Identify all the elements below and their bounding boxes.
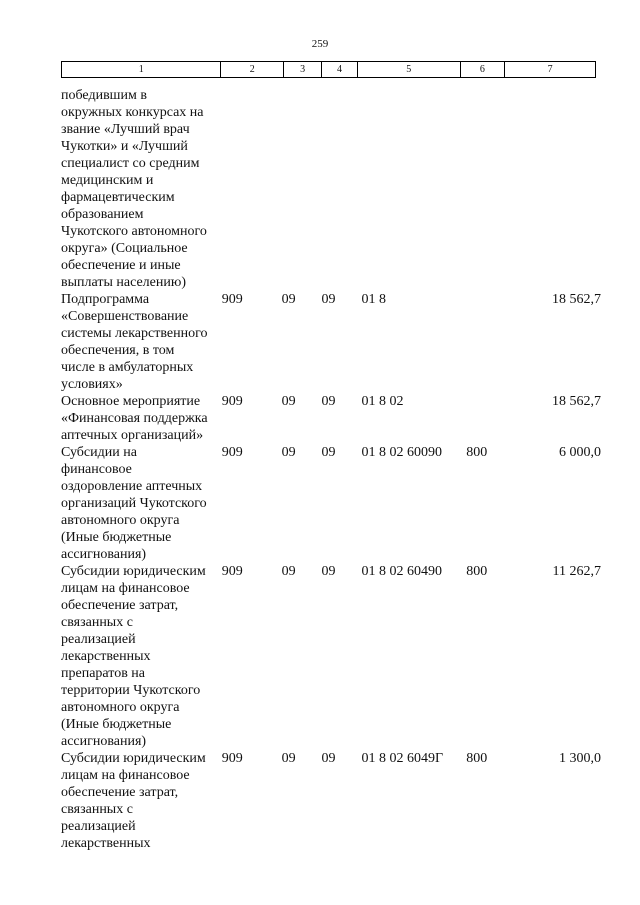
- row-name: Субсидии на финансовое оздоровление аптечных организаций Чукотского автономного округа (Иные бюджетные ассигнования): [61, 445, 207, 562]
- row-amount: [511, 87, 601, 291]
- row-ministry-code: 909: [221, 394, 243, 409]
- row-target-code: 01 8 02 60490: [361, 564, 442, 579]
- row-amount: 18 562,7: [552, 394, 601, 409]
- row-target-code: 01 8 02 60090: [361, 445, 442, 460]
- row-name: Субсидии юридическим лицам на финансовое обеспечение затрат, связанных с реализацией лекарственных препаратов на территории Чукотского автономного округа (Иные бюджетные ассигнования): [61, 564, 206, 749]
- header-col-6: 6: [461, 62, 506, 77]
- row-amount: 18 562,7: [552, 292, 601, 307]
- row-name: Основное мероприятие «Финансовая поддержка аптечных организаций»: [61, 394, 208, 443]
- table-body: [61, 87, 601, 852]
- row-subsection-code: 09: [321, 751, 336, 766]
- row-ministry-code: 909: [221, 564, 243, 579]
- row-expense-type: [466, 87, 511, 291]
- row-target-code: 01 8 02 6049Г: [361, 751, 444, 766]
- table-row: [61, 87, 601, 291]
- table-row: [61, 563, 601, 750]
- row-name: Подпрограмма «Совершенствование системы лекарственного обеспечения, в том числе в амбулаторных условиях»: [61, 292, 208, 392]
- table-row: [61, 291, 601, 393]
- header-col-4: 4: [322, 62, 358, 77]
- header-col-5: 5: [358, 62, 461, 77]
- row-amount: 6 000,0: [559, 445, 601, 460]
- header-col-3: 3: [284, 62, 322, 77]
- header-col-7: 7: [547, 64, 553, 75]
- row-subsection-code: 09: [321, 394, 336, 409]
- row-ministry-code: 909: [221, 292, 243, 307]
- header-col-2: 2: [221, 62, 284, 77]
- row-ministry-code: [221, 87, 282, 291]
- row-target-code: [361, 87, 466, 291]
- row-name: победившим в окружных конкурсах на звание «Лучший врач Чукотки» и «Лучший специалист со средним медицинским и фармацевтическим образованием Чукотского автономного округа» (Социальное обеспечение и иные выплаты населению): [61, 88, 207, 290]
- row-section-code: 09: [281, 394, 296, 409]
- row-expense-type: [466, 291, 511, 393]
- table-row: [61, 393, 601, 444]
- table-row: [61, 444, 601, 563]
- row-expense-type: 800: [466, 751, 488, 766]
- row-name: Субсидии юридическим лицам на финансовое обеспечение затрат, связанных с реализацией лекарственных: [61, 751, 206, 851]
- row-section-code: 09: [281, 445, 296, 460]
- row-expense-type: 800: [466, 564, 488, 579]
- row-subsection-code: 09: [321, 564, 336, 579]
- row-amount: 11 262,7: [552, 564, 601, 579]
- row-subsection-code: 09: [321, 445, 336, 460]
- row-amount: 1 300,0: [559, 751, 601, 766]
- row-section-code: 09: [281, 751, 296, 766]
- row-target-code: 01 8 02: [361, 394, 404, 409]
- table-header: [61, 61, 596, 78]
- row-target-code: 01 8: [361, 292, 386, 307]
- page-number: 259: [311, 38, 329, 50]
- row-subsection-code: 09: [321, 292, 336, 307]
- row-ministry-code: 909: [221, 751, 243, 766]
- row-section-code: 09: [281, 292, 296, 307]
- header-col-1: 1: [62, 62, 221, 77]
- table-row: [61, 750, 601, 852]
- row-ministry-code: 909: [221, 445, 243, 460]
- row-section-code: [282, 87, 322, 291]
- row-subsection-code: [322, 87, 362, 291]
- row-expense-type: 800: [466, 445, 488, 460]
- row-expense-type: [466, 393, 511, 444]
- row-section-code: 09: [281, 564, 296, 579]
